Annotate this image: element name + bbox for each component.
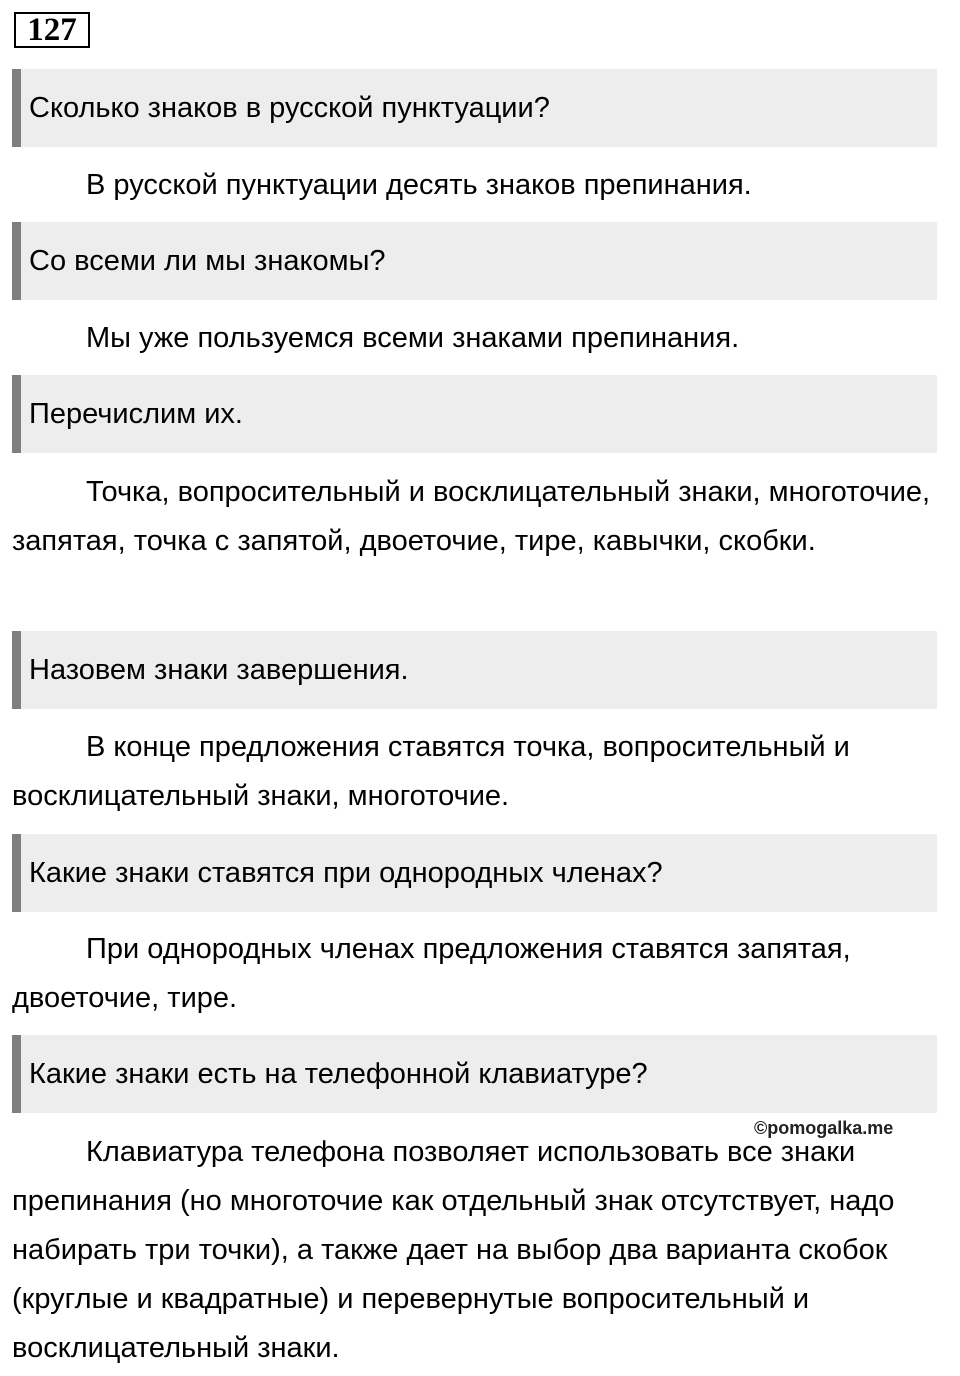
answer-4: В конце предложения ставятся точка, вопросительный и восклицательный знаки, многоточие. (12, 731, 850, 812)
question-2: Со всеми ли мы знакомы? (12, 222, 937, 300)
answer-5: При однородных членах предложения ставятся запятая, двоеточие, тире. (12, 933, 851, 1014)
question-1: Сколько знаков в русской пунктуации? (12, 69, 937, 147)
answer-3: Точка, вопросительный и восклицательный знаки, многоточие, запятая, точка с запятой, двоеточие, тире, кавычки, скобки. (12, 476, 931, 557)
answer-6: Клавиатура телефона позволяет использовать все знаки препинания (но многоточие как отдельный знак отсутствует, надо набирать три точки), а также дает на выбор два варианта скобок (круглые и квадратные) и перевернутые вопросительный и восклицательный знаки. (12, 1136, 895, 1364)
watermark: ©pomogalka.me (754, 1118, 894, 1138)
question-5: Какие знаки ставятся при однородных членах? (12, 834, 937, 912)
question-4: Назовем знаки завершения. (12, 631, 937, 709)
answer-2: Мы уже пользуемся всеми знаками препинания. (86, 322, 740, 354)
question-3: Перечислим их. (12, 375, 937, 453)
task-number: 127 (14, 12, 90, 48)
question-6: Какие знаки есть на телефонной клавиатуре? (12, 1035, 937, 1113)
answer-1: В русской пунктуации десять знаков препинания. (86, 169, 752, 201)
